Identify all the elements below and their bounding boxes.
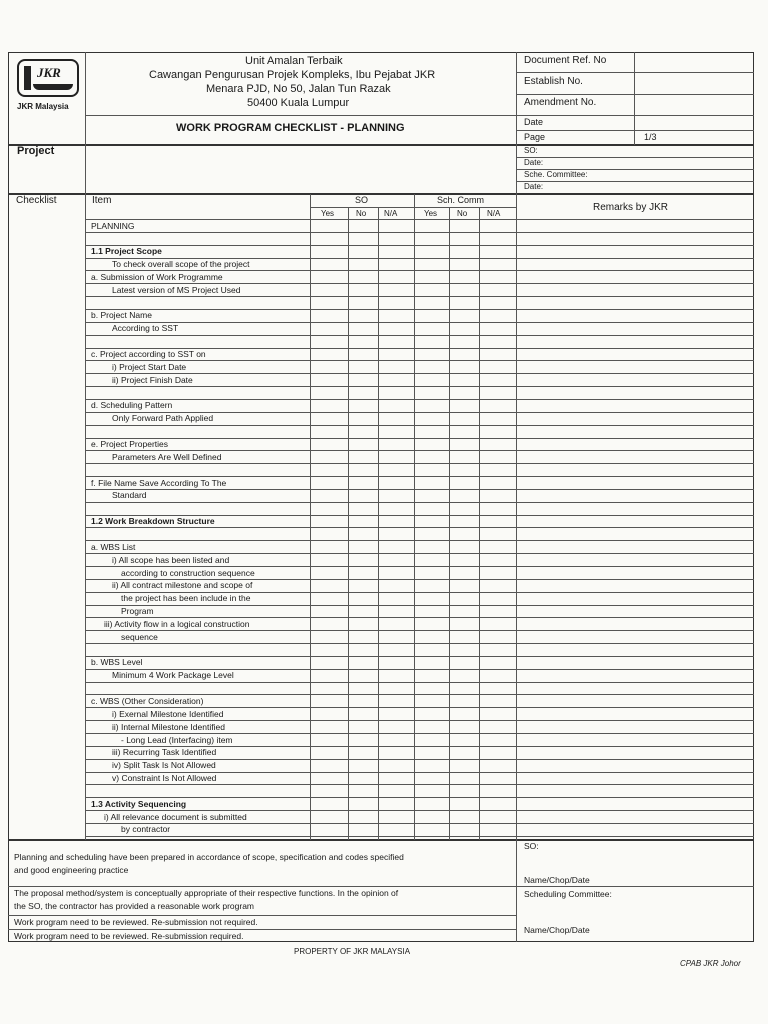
so-yes-header: Yes xyxy=(321,209,335,218)
checklist-item-text: by contractor xyxy=(121,824,171,835)
checklist-item-text: ii) Project Finish Date xyxy=(112,374,193,385)
checklist-item-text: according to construction sequence xyxy=(121,567,255,578)
table-row xyxy=(85,232,754,233)
org-line-4: 50400 Kuala Lumpur xyxy=(247,97,350,109)
checklist-item-text: the project has been include in the xyxy=(121,593,251,604)
table-row xyxy=(85,463,754,464)
org-line-3: Menara PJD, No 50, Jalan Tun Razak xyxy=(206,83,391,95)
checklist-item-text: Latest version of MS Project Used xyxy=(112,284,241,295)
checklist-item-text: To check overall scope of the project xyxy=(112,259,250,270)
table-row xyxy=(85,309,754,310)
checklist-item-text: iii) Activity flow in a logical construction xyxy=(104,618,250,629)
checklist-item-text: f. File Name Save According To The xyxy=(91,477,227,488)
project-date-1-label: Date: xyxy=(524,158,544,167)
table-row xyxy=(85,823,754,824)
table-row xyxy=(85,682,754,683)
table-row xyxy=(85,399,754,400)
sch-no-header: No xyxy=(457,209,468,218)
project-committee-label: Sche. Committee: xyxy=(524,170,588,179)
name-chop-date-2: Name/Chop/Date xyxy=(524,925,590,935)
so-group-header: SO xyxy=(355,195,369,205)
sch-comm-header: Sch. Comm xyxy=(437,195,485,205)
table-row xyxy=(85,438,754,439)
table-row xyxy=(85,527,754,528)
project-label: Project xyxy=(17,145,55,157)
table-row xyxy=(85,489,754,490)
checklist-item-text: sequence xyxy=(121,631,158,642)
checklist-item-text: 1.2 Work Breakdown Structure xyxy=(91,516,215,526)
table-row xyxy=(85,296,754,297)
checklist-item-text: a. Submission of Work Programme xyxy=(91,271,223,282)
checklist-item-text: Minimum 4 Work Package Level xyxy=(112,670,234,681)
checklist-item-text: Standard xyxy=(112,490,147,501)
table-row xyxy=(85,322,754,323)
page-label: Page xyxy=(524,132,546,142)
date-label: Date xyxy=(524,117,544,127)
checklist-item-text: iii) Recurring Task Identified xyxy=(112,747,217,758)
table-row xyxy=(85,656,754,657)
table-row xyxy=(85,643,754,644)
table-row xyxy=(85,425,754,426)
amendment-label: Amendment No. xyxy=(524,97,597,108)
table-row xyxy=(85,810,754,811)
checklist-item-text: PLANNING xyxy=(91,220,135,231)
property-caption: PROPERTY OF JKR MALAYSIA xyxy=(294,947,411,956)
item-header: Item xyxy=(92,195,112,206)
table-row xyxy=(85,386,754,387)
table-row xyxy=(85,733,754,734)
checklist-item-text: b. Project Name xyxy=(91,310,152,321)
approval-statement-2a: The proposal method/system is conceptually appropriate of their respective functions. In the opinion of xyxy=(14,888,399,898)
approval-statement-1b: and good engineering practice xyxy=(14,865,129,875)
checklist-item-text: e. Project Properties xyxy=(91,438,169,449)
table-row xyxy=(85,566,754,567)
checklist-item-text: - Long Lead (Interfacing) item xyxy=(121,734,233,745)
checklist-item-text: Only Forward Path Applied xyxy=(112,413,214,424)
table-row xyxy=(85,836,754,837)
doc-ref-label: Document Ref. No xyxy=(524,55,607,66)
org-line-2: Cawangan Pengurusan Projek Kompleks, Ibu Pejabat JKR xyxy=(149,69,436,81)
checklist-item-text: a. WBS List xyxy=(91,541,136,552)
footer-so-label: SO: xyxy=(524,841,539,851)
jkr-logo xyxy=(17,59,79,97)
table-row xyxy=(85,630,754,631)
approval-statement-1a: Planning and scheduling have been prepared in accordance of scope, specification and codes specified xyxy=(14,852,404,862)
checklist-item-text: Parameters Are Well Defined xyxy=(112,451,222,462)
checklist-item-text: v) Constraint Is Not Allowed xyxy=(112,773,217,783)
table-row xyxy=(85,720,754,721)
table-row xyxy=(85,784,754,785)
checklist-item-text: i) Project Start Date xyxy=(112,361,187,372)
approval-statement-2b: the SO, the contractor has provided a reasonable work program xyxy=(14,901,255,911)
form-title: WORK PROGRAM CHECKLIST - PLANNING xyxy=(176,122,405,134)
remarks-header: Remarks by JKR xyxy=(593,202,669,213)
table-row xyxy=(85,540,754,541)
checklist-item-text: ii) Internal Milestone Identified xyxy=(112,721,225,732)
sch-na-header: N/A xyxy=(487,209,501,218)
checklist-item-text: 1.3 Activity Sequencing xyxy=(91,798,187,809)
checklist-item-text: c. WBS (Other Consideration) xyxy=(91,696,204,706)
table-row xyxy=(85,502,754,503)
scheduling-committee-label: Scheduling Committee: xyxy=(524,889,612,899)
checklist-item-text: i) Exernal Milestone Identified xyxy=(112,708,224,719)
logo-caption: JKR Malaysia xyxy=(17,102,69,111)
checklist-item-text: ii) All contract milestone and scope of xyxy=(112,580,253,591)
checklist-item-text: Program xyxy=(121,606,154,616)
project-date-2-label: Date: xyxy=(524,182,544,191)
name-chop-date-1: Name/Chop/Date xyxy=(524,875,590,885)
so-no-header: No xyxy=(356,209,367,218)
table-row xyxy=(85,245,754,246)
logo-text: JKR xyxy=(37,65,61,80)
checklist-item-text: i) All relevance document is submitted xyxy=(104,811,247,822)
checklist-item-text: c. Project according to SST on xyxy=(91,349,206,359)
checklist-item-text: 1.1 Project Scope xyxy=(91,246,162,257)
table-row xyxy=(85,553,754,554)
checklist-item-text: b. WBS Level xyxy=(91,657,143,668)
org-line-1: Unit Amalan Terbaik xyxy=(245,55,343,67)
approval-statement-3: Work program need to be reviewed. Re-submission not required. xyxy=(14,917,258,927)
table-row xyxy=(85,605,754,606)
checklist-item-text: i) All scope has been listed and xyxy=(112,554,230,565)
so-na-header: N/A xyxy=(384,209,398,218)
project-so-label: SO: xyxy=(524,146,538,155)
checklist-header: Checklist xyxy=(16,195,57,206)
checklist-item-text: d. Scheduling Pattern xyxy=(91,400,173,411)
cpab-caption: CPAB JKR Johor xyxy=(680,959,741,968)
page-value: 1/3 xyxy=(644,132,657,142)
approval-statement-4: Work program need to be reviewed. Re-submission required. xyxy=(14,931,244,941)
sch-yes-header: Yes xyxy=(424,209,438,218)
establish-label: Establish No. xyxy=(524,76,583,87)
checklist-item-text: iv) Split Task Is Not Allowed xyxy=(112,760,216,771)
checklist-item-text: According to SST xyxy=(112,323,179,334)
table-row xyxy=(85,476,754,477)
table-row xyxy=(85,335,754,336)
